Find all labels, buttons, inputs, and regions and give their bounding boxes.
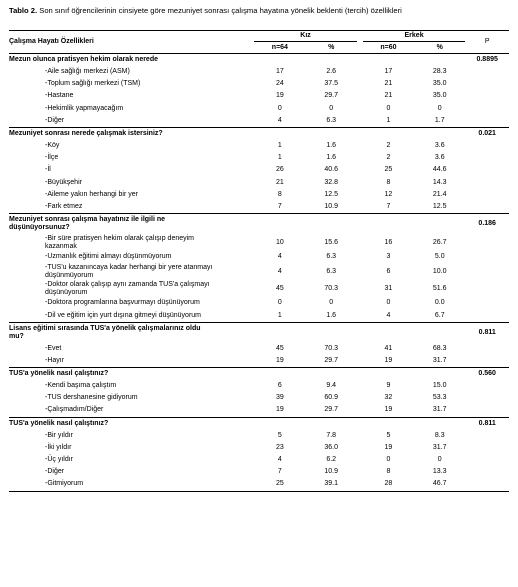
section-title-line-2: mu? (9, 332, 24, 340)
cell-kiz-n: 5 (277, 431, 282, 439)
row-label (9, 263, 254, 280)
table-row (9, 177, 509, 189)
cell-erkek-n: 1 (386, 116, 391, 124)
cell-erkek-n: 32 (384, 394, 393, 402)
cell-kiz-pct: 10.9 (324, 202, 338, 210)
table-row (9, 90, 509, 102)
table-row (9, 103, 509, 115)
row-label: -Gitmiyorum (9, 478, 254, 491)
cell-kiz-pct: 29.7 (324, 406, 338, 414)
cell-kiz-pct: 40.6 (324, 166, 338, 174)
table-row (9, 152, 509, 164)
cell-kiz-pct: 1.6 (326, 311, 337, 319)
cell-kiz-pct: 9.4 (326, 382, 337, 390)
cell-erkek-pct: 53.3 (432, 394, 447, 402)
section-p-value: 0.560 (465, 368, 509, 381)
cell-erkek-pct: 0 (437, 456, 442, 464)
cell-kiz-n: 8 (277, 190, 282, 198)
section-header-row (9, 417, 509, 430)
row-label: -Diğer (45, 468, 65, 476)
table-caption (9, 6, 509, 16)
cell-erkek-n: 0 (386, 104, 391, 112)
row-label: -Doktora programlarına başvurmayı düşünüyorum (45, 299, 200, 307)
cell-erkek-pct: 26.7 (432, 238, 447, 246)
table-row (9, 263, 509, 280)
cell-kiz-pct: 1.6 (326, 154, 337, 162)
group-header-erkek: Erkek (363, 31, 466, 42)
cell-kiz-pct: 1.6 (326, 142, 337, 150)
cell-erkek-pct: 35.0 (432, 80, 447, 88)
cell-erkek-n: 28 (363, 478, 414, 491)
section-p-value: 0.811 (465, 417, 509, 430)
cell-erkek-n: 31 (384, 284, 393, 292)
cell-kiz-n: 1 (277, 142, 282, 150)
cell-kiz-n: 24 (275, 80, 284, 88)
table-row (9, 201, 509, 214)
cell-kiz-n: 4 (277, 456, 282, 464)
cell-erkek-n: 16 (384, 238, 393, 246)
cell-kiz-pct: 70.3 (324, 284, 338, 292)
cell-kiz-pct: 10.9 (324, 468, 338, 476)
section-p-value: 0.021 (465, 127, 509, 140)
cell-kiz-n: 45 (275, 284, 284, 292)
row-label: -Aile sağlığı merkezi (ASM) (45, 68, 130, 76)
row-label: -Hekimlik yapmayacağım (45, 104, 124, 112)
section-title: TUS'a yönelik nasıl çalıştınız? (9, 368, 465, 381)
cell-erkek-n: 6 (386, 267, 391, 275)
table-row (9, 66, 509, 78)
cell-kiz-n: 19 (275, 92, 284, 100)
table-row (9, 189, 509, 201)
table-row (9, 392, 509, 404)
row-label: -Kendi başıma çalıştım (45, 382, 117, 390)
table-row (9, 343, 509, 355)
table-row (9, 466, 509, 478)
row-label: -Üç yıldır (45, 456, 73, 464)
row-label: -TUS dershanesine gidiyorum (45, 394, 138, 402)
pct-header-erkek: % (414, 42, 465, 54)
cell-kiz-n: 0 (277, 299, 282, 307)
cell-erkek-n: 21 (384, 92, 393, 100)
section-header-row (9, 322, 509, 343)
cell-erkek-pct: 10.0 (432, 267, 447, 275)
section-header-row (9, 127, 509, 140)
row-label: -Fark etmez (45, 202, 83, 210)
cell-erkek-pct: 28.3 (432, 68, 447, 76)
cell-kiz-pct: 29.7 (324, 356, 338, 364)
cell-kiz-n: 4 (277, 267, 282, 275)
row-label: -Çalışmadım/Diğer (45, 406, 104, 414)
section-header-row (9, 368, 509, 381)
section-title-line-2: düşünüyorsunuz? (9, 224, 70, 232)
cell-erkek-pct: 21.4 (432, 190, 447, 198)
row-label (9, 280, 254, 297)
cell-erkek-n: 19 (384, 406, 393, 414)
cell-erkek-n: 5 (386, 431, 391, 439)
cell-kiz-pct: 12.5 (324, 190, 338, 198)
cell-kiz-n: 7 (277, 202, 282, 210)
row-label-line-1: -Doktor olarak çalışıp aynı zamanda TUS'a çalışmayı (45, 280, 210, 288)
table-row (9, 430, 509, 442)
row-label: -Hayır (45, 356, 65, 364)
cell-erkek-pct: 3.6 (434, 142, 445, 150)
cell-erkek-n: 8 (386, 178, 391, 186)
cell-erkek-pct: 14.3 (432, 178, 447, 186)
cell-kiz-pct: 6.3 (326, 253, 337, 261)
section-title: TUS'a yönelik nasıl çalıştınız? (9, 417, 465, 430)
row-label-line-2: kazanmak (45, 242, 77, 250)
results-table (9, 30, 509, 492)
cell-kiz-pct: 70.3 (324, 344, 338, 352)
cell-erkek-n: 7 (386, 202, 391, 210)
cell-kiz-pct: 32.8 (324, 178, 338, 186)
cell-kiz-pct: 15.6 (324, 238, 338, 246)
table-row (9, 164, 509, 176)
cell-kiz-n: 25 (254, 478, 305, 491)
cell-erkek-n: 3 (386, 253, 391, 261)
section-p-value: 0.186 (465, 214, 509, 235)
section-p-value: 0.8895 (476, 56, 498, 63)
cell-erkek-n: 2 (386, 142, 391, 150)
cell-kiz-pct: 36.0 (324, 443, 338, 451)
cell-erkek-n: 0 (386, 299, 391, 307)
cell-erkek-pct: 68.3 (432, 344, 447, 352)
cell-erkek-pct: 44.6 (432, 166, 447, 174)
table-row (9, 115, 509, 128)
cell-kiz-pct: 6.3 (326, 116, 337, 124)
row-label: -Bir yıldır (45, 431, 73, 439)
cell-kiz-pct: 39.1 (306, 478, 357, 491)
pct-header-kiz: % (306, 42, 357, 54)
cell-kiz-n: 10 (275, 238, 284, 246)
cell-kiz-n: 26 (275, 166, 284, 174)
cell-kiz-n: 17 (275, 68, 284, 76)
table-row (9, 78, 509, 90)
cell-kiz-pct: 6.2 (326, 456, 337, 464)
table-row (9, 309, 509, 322)
n-header-kiz: n=64 (254, 42, 305, 54)
cell-erkek-n: 2 (386, 154, 391, 162)
cell-kiz-pct: 6.3 (326, 267, 337, 275)
cell-erkek-n: 4 (386, 311, 391, 319)
cell-erkek-n: 0 (386, 456, 391, 464)
caption-label: Tablo 2. (9, 6, 38, 15)
header-row-1 (9, 31, 509, 42)
cell-erkek-pct: 31.7 (432, 406, 447, 414)
cell-kiz-n: 23 (275, 443, 284, 451)
cell-kiz-n: 0 (277, 104, 282, 112)
cell-erkek-pct: 13.3 (432, 468, 447, 476)
cell-kiz-n: 39 (275, 394, 284, 402)
cell-erkek-pct: 35.0 (432, 92, 447, 100)
row-label: -İl (45, 166, 51, 174)
table-row (9, 251, 509, 263)
cell-erkek-pct: 12.5 (432, 202, 447, 210)
cell-erkek-n: 19 (384, 356, 393, 364)
cell-kiz-n: 1 (277, 154, 282, 162)
cell-erkek-pct: 51.6 (432, 284, 447, 292)
cell-kiz-n: 1 (277, 311, 282, 319)
cell-erkek-pct: 1.7 (434, 116, 445, 124)
table-row (9, 280, 509, 297)
row-label: -Uzmanlık eğitimi almayı düşünmüyorum (45, 253, 172, 261)
row-label: -Toplum sağlığı merkezi (TSM) (45, 80, 141, 88)
cell-erkek-pct: 15.0 (432, 382, 447, 390)
group-header-kiz: Kız (254, 31, 357, 42)
section-title: Mezuniyet sonrası nerede çalışmak istersiniz? (9, 127, 465, 140)
cell-erkek-n: 12 (384, 190, 393, 198)
cell-erkek-pct: 31.7 (432, 443, 447, 451)
cell-kiz-pct: 0 (329, 299, 334, 307)
row-label (9, 234, 254, 251)
feature-column-header: Çalışma Hayatı Özellikleri (9, 31, 254, 54)
table-row (9, 297, 509, 309)
section-title (9, 322, 465, 343)
table-row (9, 442, 509, 454)
cell-kiz-n: 19 (275, 406, 284, 414)
row-label-line-2: düşünmüyorum (45, 271, 94, 279)
row-label-line-2: düşünüyorum (45, 288, 88, 296)
cell-kiz-n: 4 (277, 116, 282, 124)
cell-kiz-n: 4 (277, 253, 282, 261)
n-header-erkek: n=60 (363, 42, 414, 54)
section-title-line-1: Mezuniyet sonrası çalışma hayatınız ile ilgili ne (9, 216, 165, 224)
cell-erkek-pct: 31.7 (432, 356, 447, 364)
cell-erkek-n: 41 (384, 344, 393, 352)
cell-erkek-n: 25 (384, 166, 393, 174)
row-label-line-1: -Bir süre pratisyen hekim olarak çalışıp deneyim (45, 234, 195, 242)
table-body (9, 31, 509, 492)
cell-erkek-pct: 3.6 (434, 154, 445, 162)
cell-erkek-n: 9 (386, 382, 391, 390)
section-title (9, 214, 465, 235)
section-header-row (9, 214, 509, 235)
table-row (9, 404, 509, 417)
row-label: -Büyükşehir (45, 178, 82, 186)
table-row (9, 380, 509, 392)
cell-kiz-n: 7 (277, 468, 282, 476)
row-label: -Hastane (45, 92, 74, 100)
row-label: -Diğer (45, 116, 65, 124)
cell-kiz-pct: 7.8 (326, 431, 337, 439)
section-title-line-1: Lisans eğitimi sırasında TUS'a yönelik çalışmalarınız oldu (9, 324, 201, 332)
table-row (9, 355, 509, 368)
row-label: -Evet (45, 344, 62, 352)
row-label: -Aileme yakın herhangi bir yer (45, 190, 138, 198)
section-header-row (9, 54, 509, 67)
cell-kiz-pct: 2.6 (326, 68, 337, 76)
cell-kiz-n: 45 (275, 344, 284, 352)
cell-kiz-n: 21 (275, 178, 284, 186)
cell-erkek-n: 17 (384, 68, 393, 76)
cell-kiz-pct: 0 (329, 104, 334, 112)
cell-kiz-n: 6 (277, 382, 282, 390)
cell-kiz-pct: 60.9 (324, 394, 338, 402)
cell-erkek-pct: 0 (437, 104, 442, 112)
p-column-header: P (465, 31, 509, 54)
cell-erkek-pct: 5.0 (434, 253, 445, 261)
cell-erkek-pct: 0.0 (434, 299, 445, 307)
row-label: -İlçe (45, 154, 59, 162)
row-label: -İki yıldır (45, 443, 72, 451)
cell-erkek-pct: 6.7 (434, 311, 445, 319)
table-row (9, 454, 509, 466)
cell-kiz-n: 19 (275, 356, 284, 364)
cell-erkek-n: 8 (386, 468, 391, 476)
row-label-line-1: -TUS'u kazanıncaya kadar herhangi bir yere atanmayı (45, 263, 213, 271)
section-p-value: 0.811 (465, 322, 509, 343)
row-label: -Dil ve eğitim için yurt dışına gitmeyi düşünüyorum (45, 311, 202, 319)
caption-text: Son sınıf öğrencilerinin cinsiyete göre mezuniyet sonrası çalışma hayatına yönelik beklenti (tercih) özellikleri (39, 6, 402, 15)
table-row (9, 140, 509, 152)
cell-kiz-pct: 29.7 (324, 92, 338, 100)
table-row (9, 234, 509, 251)
cell-erkek-pct: 8.3 (434, 431, 445, 439)
cell-erkek-n: 21 (384, 80, 393, 88)
section-title: Mezun olunca pratisyen hekim olarak nerede (9, 56, 158, 63)
cell-erkek-pct: 46.7 (414, 478, 465, 491)
row-label: -Köy (45, 142, 60, 150)
cell-erkek-n: 19 (384, 443, 393, 451)
cell-kiz-pct: 37.5 (324, 80, 338, 88)
table-row (9, 478, 509, 491)
